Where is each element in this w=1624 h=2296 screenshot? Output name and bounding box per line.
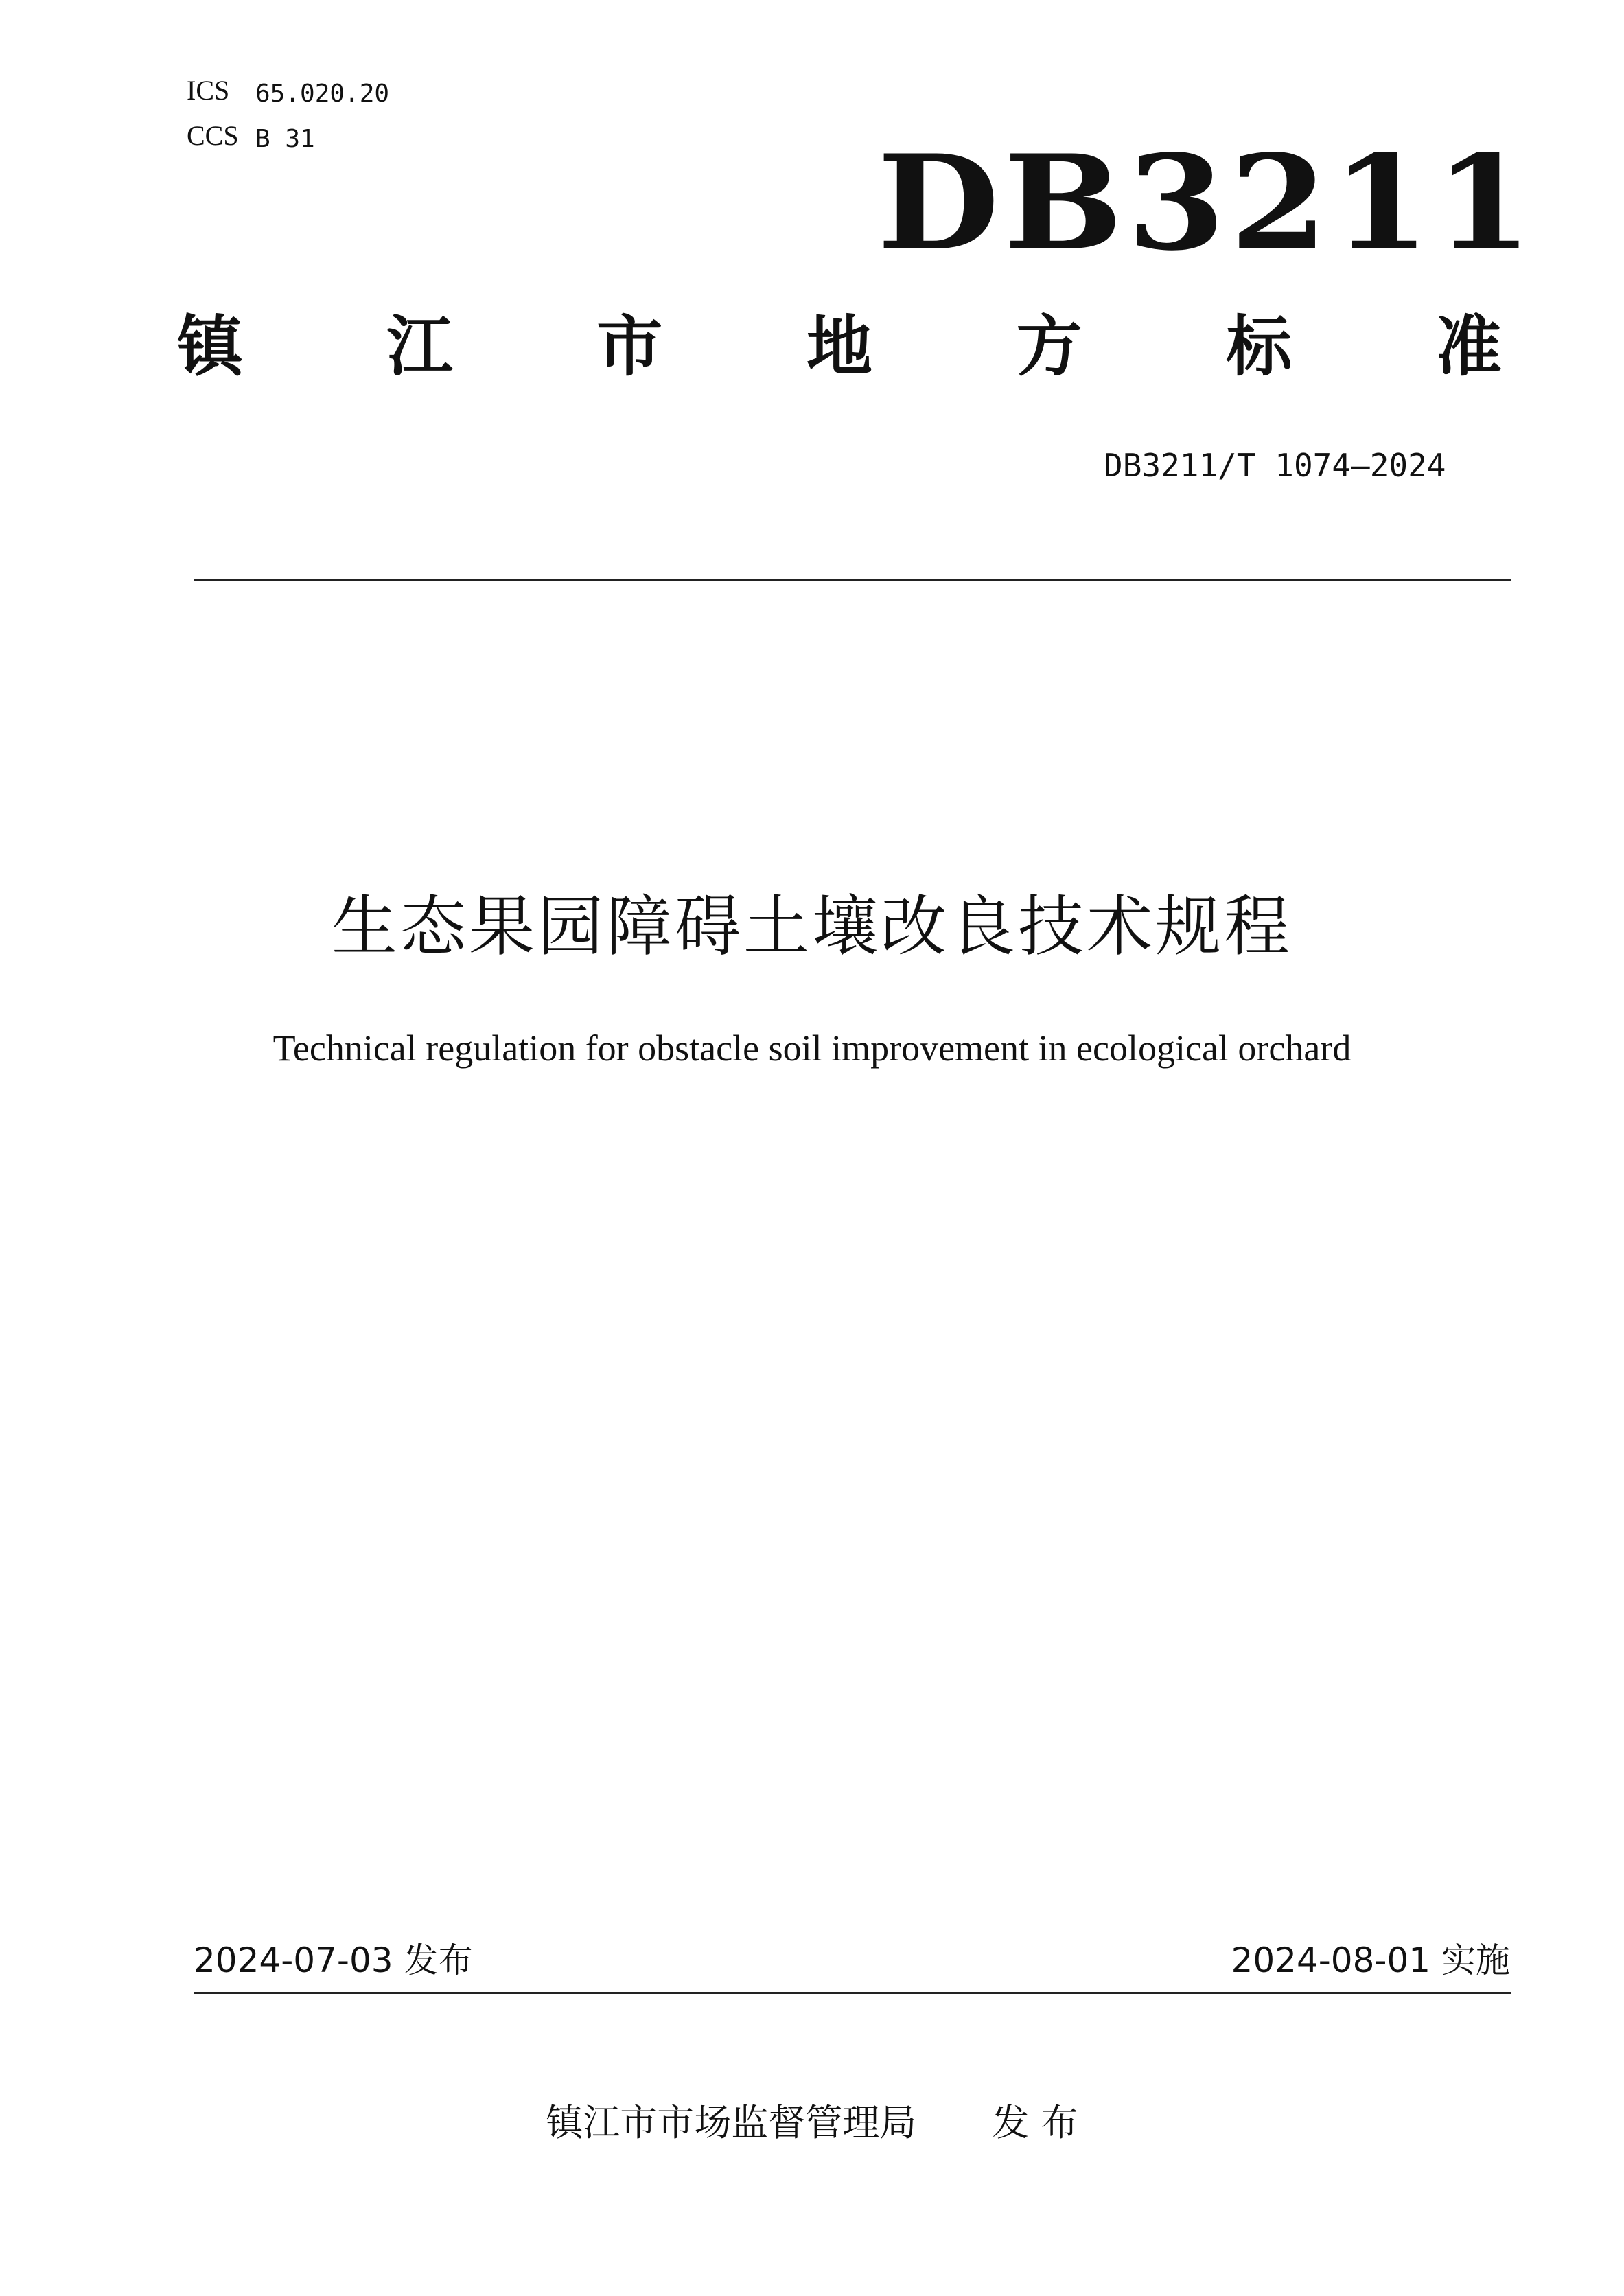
standard-type-char: 地 (806, 308, 872, 385)
bottom-divider (194, 1992, 1511, 1994)
document-title-english: Technical regulation for obstacle soil improvement in ecological orchard (272, 1028, 1352, 1069)
standard-number: DB3211/T 1074—2024 (1104, 447, 1446, 484)
standard-type-char: 江 (386, 308, 453, 385)
issuing-authority: 镇江市市场监督管理局 (546, 2101, 917, 2144)
standard-type (177, 305, 1502, 388)
publisher-line (0, 2100, 1624, 2146)
standard-type-char: 标 (1226, 308, 1292, 385)
ics-value: 65.020.20 (255, 80, 390, 108)
standard-code-logo: DB3211 (877, 126, 1538, 279)
standard-type-char: 准 (1435, 308, 1502, 385)
top-divider (194, 579, 1511, 581)
ccs-label: CCS (187, 120, 239, 151)
publish-date: 2024-07-03 发布 (194, 1940, 473, 1980)
standard-type-char: 方 (1016, 308, 1082, 385)
standard-type-char: 镇 (177, 308, 243, 385)
ics-label: ICS (187, 75, 230, 106)
document-title-chinese: 生态果园障碍土壤改良技术规程 (332, 888, 1292, 965)
implement-date: 2024-08-01 实施 (1231, 1940, 1510, 1980)
issue-word: 发 布 (992, 2101, 1078, 2144)
standard-type-char: 市 (596, 308, 663, 385)
ccs-value: B 31 (255, 125, 315, 153)
